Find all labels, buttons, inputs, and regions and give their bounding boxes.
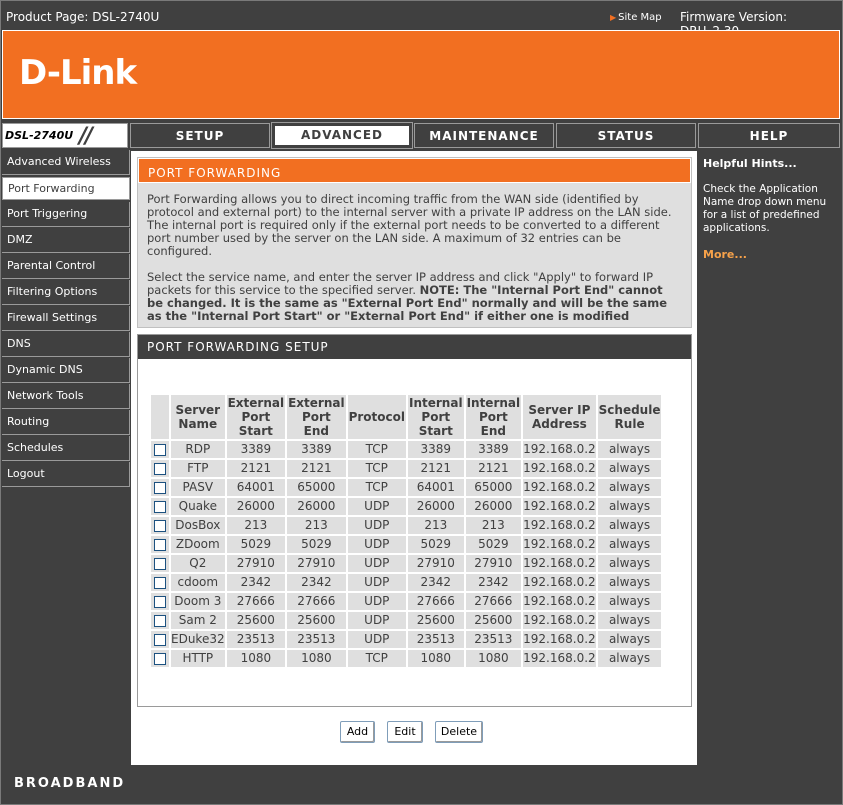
cell-internal-port-end: 27666 <box>466 593 522 610</box>
select-cell <box>151 536 169 553</box>
cell-server-ip: 192.168.0.2 <box>523 556 596 570</box>
cell-protocol: UDP <box>348 631 406 648</box>
table-row <box>151 612 661 629</box>
arrow-right-icon: ▶ <box>610 13 617 22</box>
cell-internal-port-start: 26000 <box>408 498 464 515</box>
cell-server-ip: 192.168.0.2 <box>523 461 596 475</box>
cell-server-ip: 192.168.0.2 <box>523 518 596 532</box>
cell-internal-port-end: 2342 <box>466 574 522 591</box>
cell-internal-port-start: 27666 <box>408 593 464 610</box>
table-row <box>151 650 661 667</box>
cell-server-ip: 192.168.0.2 <box>523 613 596 627</box>
cell-server-name: FTP <box>171 460 225 477</box>
tab-help[interactable]: HELP <box>698 123 840 148</box>
cell-external-port-start: 64001 <box>227 479 285 496</box>
row-select-checkbox[interactable] <box>154 615 166 627</box>
cell-external-port-end: 23513 <box>287 631 345 648</box>
cell-internal-port-end: 1080 <box>466 650 522 667</box>
cell-internal-port-start: 27910 <box>408 555 464 572</box>
row-select-checkbox[interactable] <box>154 596 166 608</box>
footer-bar <box>2 766 840 802</box>
cell-internal-port-end: 2121 <box>466 460 522 477</box>
table-row <box>151 574 661 591</box>
cell-external-port-start: 23513 <box>227 631 285 648</box>
dlink-logo: D-Link <box>19 53 137 93</box>
cell-server-ip: 192.168.0.2 <box>523 499 596 513</box>
cell-server-ip: 192.168.0.2 <box>523 575 596 589</box>
cell-schedule-rule: always <box>598 612 662 629</box>
help-column <box>699 150 840 764</box>
sidebar-item-filtering-options[interactable]: Filtering Options <box>2 280 130 305</box>
cell-external-port-end: 2121 <box>287 460 345 477</box>
column-header-internal-port-start: Internal Port Start <box>409 396 463 438</box>
cell-external-port-end: 65000 <box>287 479 345 496</box>
cell-external-port-start: 27910 <box>227 555 285 572</box>
tab-advanced[interactable]: ADVANCED <box>272 123 412 148</box>
cell-internal-port-start: 2342 <box>408 574 464 591</box>
cell-protocol: TCP <box>348 441 406 458</box>
slash-decoration-icon: // <box>79 124 92 149</box>
cell-schedule-rule: always <box>598 555 662 572</box>
column-header-schedule-rule: Schedule Rule <box>598 395 662 439</box>
cell-server-name: DosBox <box>171 517 225 534</box>
sidebar-item-network-tools[interactable]: Network Tools <box>2 384 130 409</box>
select-cell <box>151 555 169 572</box>
cell-schedule-rule: always <box>598 536 662 553</box>
cell-external-port-start: 26000 <box>227 498 285 515</box>
cell-schedule-rule: always <box>598 593 662 610</box>
cell-external-port-end: 27666 <box>287 593 345 610</box>
table-row <box>151 631 661 648</box>
port-forwarding-setup-panel <box>137 334 692 707</box>
tab-setup[interactable]: SETUP <box>130 123 270 148</box>
row-select-checkbox[interactable] <box>154 634 166 646</box>
row-select-checkbox[interactable] <box>154 482 166 494</box>
table-row <box>151 555 661 572</box>
cell-internal-port-end: 213 <box>466 517 522 534</box>
column-header-protocol: Protocol <box>348 395 406 439</box>
cell-server-ip: 192.168.0.2 <box>523 632 596 646</box>
sidebar-item-dynamic-dns[interactable]: Dynamic DNS <box>2 358 130 383</box>
cell-server-ip: 192.168.0.2 <box>523 537 596 551</box>
cell-external-port-start: 2121 <box>227 460 285 477</box>
cell-protocol: UDP <box>348 593 406 610</box>
help-hint-text: Check the Application Name drop down menu for a list of predefined applications. <box>703 183 827 234</box>
port-forwarding-table <box>149 393 663 669</box>
cell-external-port-end: 27910 <box>287 555 345 572</box>
add-button[interactable]: Add <box>340 721 375 743</box>
cell-server-name: Quake <box>171 498 225 515</box>
cell-internal-port-start: 1080 <box>408 650 464 667</box>
cell-external-port-end: 25600 <box>287 612 345 629</box>
select-cell <box>151 479 169 496</box>
select-cell <box>151 498 169 515</box>
column-header-internal-port-end: Internal Port End <box>466 396 521 438</box>
row-select-checkbox[interactable] <box>154 558 166 570</box>
cell-external-port-start: 2342 <box>227 574 285 591</box>
cell-protocol: UDP <box>348 536 406 553</box>
edit-button[interactable]: Edit <box>387 721 423 743</box>
select-column-header <box>151 395 169 439</box>
site-map-label: Site Map <box>618 12 662 23</box>
table-row <box>151 460 661 477</box>
table-row <box>151 536 661 553</box>
select-cell <box>151 612 169 629</box>
port-forwarding-description <box>138 183 691 323</box>
cell-server-name: HTTP <box>171 650 225 667</box>
sidebar-item-port-forwarding[interactable]: Port Forwarding <box>2 177 130 200</box>
row-select-checkbox[interactable] <box>154 501 166 513</box>
row-select-checkbox[interactable] <box>154 463 166 475</box>
description-paragraph-1: Port Forwarding allows you to direct incoming traffic from the WAN side (identified by protocol and external port) to the internal server with a private IP address on the LAN side. The internal port is required only if the external port needs to be converted to a different port number used by the server on the LAN side. A maximum of 32 entries can be configured. <box>147 192 672 258</box>
cell-internal-port-start: 5029 <box>408 536 464 553</box>
cell-schedule-rule: always <box>598 441 662 458</box>
model-name: DSL-2740U <box>5 129 74 142</box>
select-cell <box>151 574 169 591</box>
column-header-external-port-end: External Port End <box>288 396 345 438</box>
delete-button[interactable]: Delete <box>435 721 483 743</box>
row-select-checkbox[interactable] <box>154 653 166 665</box>
help-title: Helpful Hints... <box>703 157 797 170</box>
cell-external-port-start: 25600 <box>227 612 285 629</box>
cell-schedule-rule: always <box>598 479 662 496</box>
model-badge <box>2 123 128 148</box>
sidebar-item-port-triggering[interactable]: Port Triggering <box>2 202 130 227</box>
brand-banner <box>2 30 840 119</box>
cell-internal-port-end: 27910 <box>466 555 522 572</box>
row-select-checkbox[interactable] <box>154 539 166 551</box>
select-cell <box>151 460 169 477</box>
cell-external-port-end: 1080 <box>287 650 345 667</box>
cell-server-ip: 192.168.0.2 <box>523 651 596 665</box>
cell-protocol: TCP <box>348 650 406 667</box>
cell-external-port-start: 213 <box>227 517 285 534</box>
cell-schedule-rule: always <box>598 460 662 477</box>
cell-internal-port-start: 213 <box>408 517 464 534</box>
port-forwarding-title: PORT FORWARDING <box>148 166 282 180</box>
cell-protocol: UDP <box>348 517 406 534</box>
select-cell <box>151 517 169 534</box>
cell-schedule-rule: always <box>598 498 662 515</box>
cell-external-port-start: 1080 <box>227 650 285 667</box>
cell-server-ip: 192.168.0.2 <box>523 442 596 456</box>
cell-internal-port-start: 25600 <box>408 612 464 629</box>
cell-server-name: Sam 2 <box>171 612 225 629</box>
cell-internal-port-end: 23513 <box>466 631 522 648</box>
more-link[interactable]: More... <box>703 248 747 261</box>
cell-server-ip: 192.168.0.2 <box>523 480 596 494</box>
row-select-checkbox[interactable] <box>154 577 166 589</box>
cell-server-name: Doom 3 <box>171 593 225 610</box>
table-header-row <box>151 395 661 439</box>
table-row <box>151 517 661 534</box>
cell-internal-port-end: 26000 <box>466 498 522 515</box>
cell-internal-port-start: 23513 <box>408 631 464 648</box>
cell-external-port-end: 26000 <box>287 498 345 515</box>
description-note: NOTE: The "Internal Port End" cannot be changed. It is the same as "External Port End" normally and will be the same as the "Internal Port Start" or "External Port End" if either one is modified <box>147 283 668 323</box>
sidebar-item-dmz[interactable]: DMZ <box>2 228 130 253</box>
select-cell <box>151 593 169 610</box>
select-cell <box>151 441 169 458</box>
cell-external-port-end: 5029 <box>287 536 345 553</box>
site-map-link[interactable] <box>610 12 662 23</box>
product-page-label: Product Page: DSL-2740U <box>6 10 160 24</box>
cell-protocol: UDP <box>348 555 406 572</box>
description-paragraph-2 <box>147 271 682 323</box>
table-row <box>151 441 661 458</box>
broadband-label: BROADBAND <box>14 776 126 791</box>
cell-internal-port-end: 5029 <box>466 536 522 553</box>
cell-server-name: cdoom <box>171 574 225 591</box>
sidebar-item-schedules[interactable]: Schedules <box>2 436 130 461</box>
cell-server-name: RDP <box>171 441 225 458</box>
cell-schedule-rule: always <box>598 517 662 534</box>
select-cell <box>151 631 169 648</box>
sidebar-nav <box>2 150 130 488</box>
description-instruction: Select the service name, and enter the server IP address and click "Apply" to forward IP packets for this service to the specified server. <box>147 270 654 297</box>
cell-internal-port-start: 2121 <box>408 460 464 477</box>
cell-protocol: UDP <box>348 574 406 591</box>
cell-external-port-end: 2342 <box>287 574 345 591</box>
cell-server-name: EDuke32 <box>171 632 225 646</box>
cell-schedule-rule: always <box>598 631 662 648</box>
table-row <box>151 498 661 515</box>
cell-external-port-end: 3389 <box>287 441 345 458</box>
table-row <box>151 593 661 610</box>
sidebar-item-logout[interactable]: Logout <box>2 462 130 487</box>
cell-server-name: PASV <box>171 479 225 496</box>
cell-protocol: UDP <box>348 612 406 629</box>
port-forwarding-header <box>138 158 691 183</box>
select-cell <box>151 650 169 667</box>
cell-internal-port-end: 25600 <box>466 612 522 629</box>
cell-protocol: UDP <box>348 498 406 515</box>
cell-external-port-start: 5029 <box>227 536 285 553</box>
top-info-bar <box>2 4 841 30</box>
firmware-version-label: Firmware Version: <box>680 10 787 24</box>
port-forwarding-panel <box>137 157 692 328</box>
cell-external-port-end: 213 <box>287 517 345 534</box>
tab-maintenance[interactable]: MAINTENANCE <box>414 123 554 148</box>
row-select-checkbox[interactable] <box>154 520 166 532</box>
column-header-external-port-start: External Port Start <box>227 396 285 438</box>
sidebar-item-parental-control[interactable]: Parental Control <box>2 254 130 279</box>
row-select-checkbox[interactable] <box>154 444 166 456</box>
cell-server-ip: 192.168.0.2 <box>523 594 596 608</box>
cell-server-name: ZDoom <box>171 536 225 553</box>
cell-server-name: Q2 <box>171 555 225 572</box>
sidebar-item-firewall-settings[interactable]: Firewall Settings <box>2 306 130 331</box>
cell-schedule-rule: always <box>598 574 662 591</box>
cell-internal-port-start: 64001 <box>408 479 464 496</box>
cell-internal-port-end: 3389 <box>466 441 522 458</box>
cell-internal-port-end: 65000 <box>466 479 522 496</box>
table-row <box>151 479 661 496</box>
sidebar-item-advanced-wireless[interactable]: Advanced Wireless <box>2 150 130 175</box>
tab-status[interactable]: STATUS <box>556 123 696 148</box>
cell-protocol: TCP <box>348 460 406 477</box>
cell-internal-port-start: 3389 <box>408 441 464 458</box>
sidebar-item-dns[interactable]: DNS <box>2 332 130 357</box>
column-header-server-name: Server Name <box>171 395 225 439</box>
cell-protocol: TCP <box>348 479 406 496</box>
setup-header: PORT FORWARDING SETUP <box>138 335 691 359</box>
cell-schedule-rule: always <box>598 650 662 667</box>
sidebar-item-routing[interactable]: Routing <box>2 410 130 435</box>
cell-external-port-start: 27666 <box>227 593 285 610</box>
cell-external-port-start: 3389 <box>227 441 285 458</box>
column-header-server-ip: Server IP Address <box>523 395 596 439</box>
